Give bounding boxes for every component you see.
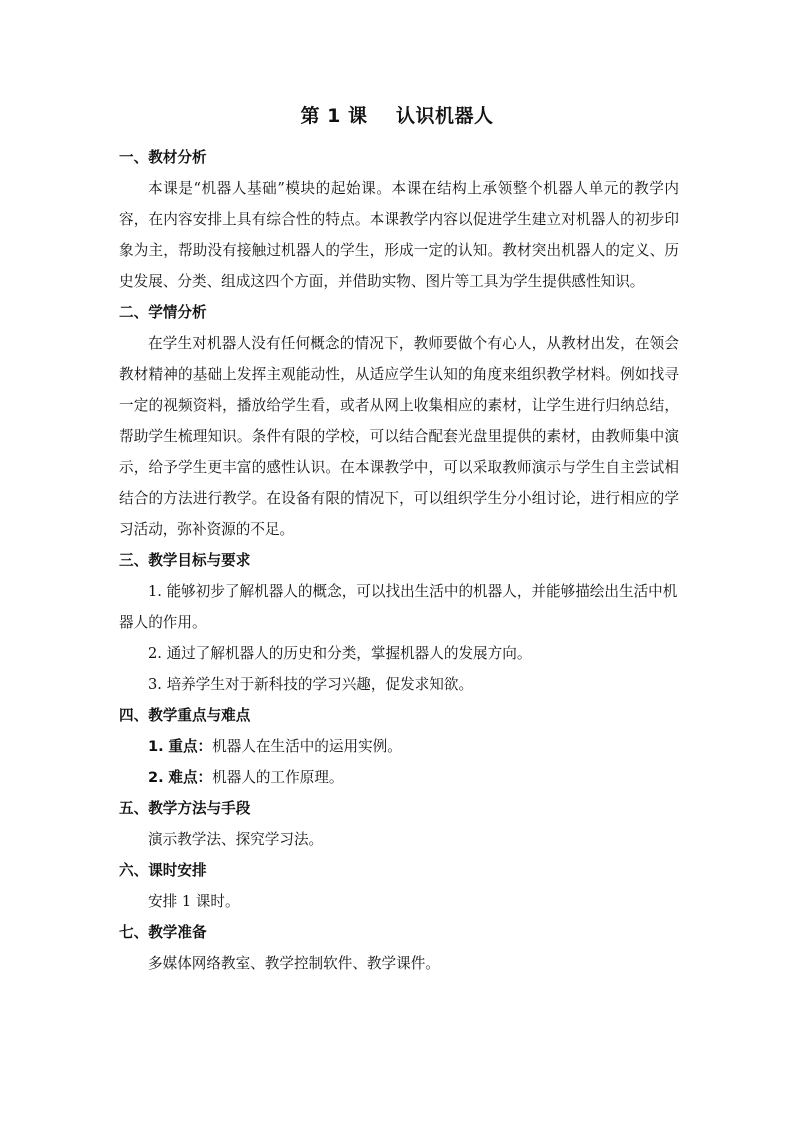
section-heading: 七、教学准备 bbox=[119, 924, 207, 941]
goal-item: 3. 培养学生对于新科技的学习兴趣，促发求知欲。 bbox=[148, 676, 474, 693]
section-heading: 四、教学重点与难点 bbox=[119, 707, 251, 724]
section-student-analysis bbox=[119, 297, 679, 545]
goal-item: 2. 通过了解机器人的历史和分类，掌握机器人的发展方向。 bbox=[148, 645, 532, 662]
section-text: 多媒体网络教室、教学控制软件、教学课件。 bbox=[148, 955, 440, 972]
goal-item: 1. 能够初步了解机器人的概念，可以找出生活中的机器人，并能够描绘出生活中机器人的作用。 bbox=[119, 583, 678, 631]
section-paragraph: 在学生对机器人没有任何概念的情况下，教师要做个有心人，从教材出发，在领会教材精神的基础上发挥主观能动性，从适应学生认知的角度来组织教学材料。例如找寻一定的视频资料，播放给学生看，或者从网上收集相应的素材，让学生进行归纳总结，帮助学生梳理知识。条件有限的学校，可以结合配套光盘里提供的素材，由教师集中演示，给予学生更丰富的感性认识。在本课教学中，可以采取教师演示与学生自主尝试相结合的方法进行教学。在设备有限的情况下，可以组织学生分小组讨论，进行相应的学习活动，弥补资源的不足。 bbox=[119, 335, 679, 538]
section-key-points bbox=[119, 700, 679, 793]
section-heading: 三、教学目标与要求 bbox=[119, 552, 251, 569]
section-text: 安排 1 课时。 bbox=[148, 893, 240, 910]
section-heading: 二、学情分析 bbox=[119, 304, 207, 321]
section-teaching-methods bbox=[119, 793, 679, 855]
section-class-hours bbox=[119, 855, 679, 917]
section-teaching-preparation bbox=[119, 917, 679, 979]
section-textbook-analysis bbox=[119, 142, 679, 297]
section-text: 演示教学法、探究学习法。 bbox=[148, 831, 324, 848]
item-number: 2. bbox=[148, 769, 164, 786]
item-label: 难点： bbox=[168, 769, 213, 786]
section-teaching-goals bbox=[119, 545, 679, 700]
section-heading: 五、教学方法与手段 bbox=[119, 800, 251, 817]
lesson-title: 第 1 课 认识机器人 bbox=[300, 105, 494, 127]
item-text: 机器人的工作原理。 bbox=[212, 769, 344, 786]
key-point-item bbox=[119, 731, 679, 762]
section-heading: 一、教材分析 bbox=[119, 149, 207, 166]
item-label: 重点： bbox=[168, 738, 213, 755]
difficulty-item bbox=[119, 762, 679, 793]
section-paragraph: 本课是“机器人基础”模块的起始课。本课在结构上承领整个机器人单元的教学内容，在内容安排上具有综合性的特点。本课教学内容以促进学生建立对机器人的初步印象为主，帮助没有接触过机器人的学生，形成一定的认知。教材突出机器人的定义、历史发展、分类、组成这四个方面，并借助实物、图片等工具为学生提供感性知识。 bbox=[119, 180, 679, 290]
document-body bbox=[119, 142, 679, 979]
item-number: 1. bbox=[148, 738, 164, 755]
item-text: 机器人在生活中的运用实例。 bbox=[212, 738, 402, 755]
section-heading: 六、课时安排 bbox=[119, 862, 207, 879]
